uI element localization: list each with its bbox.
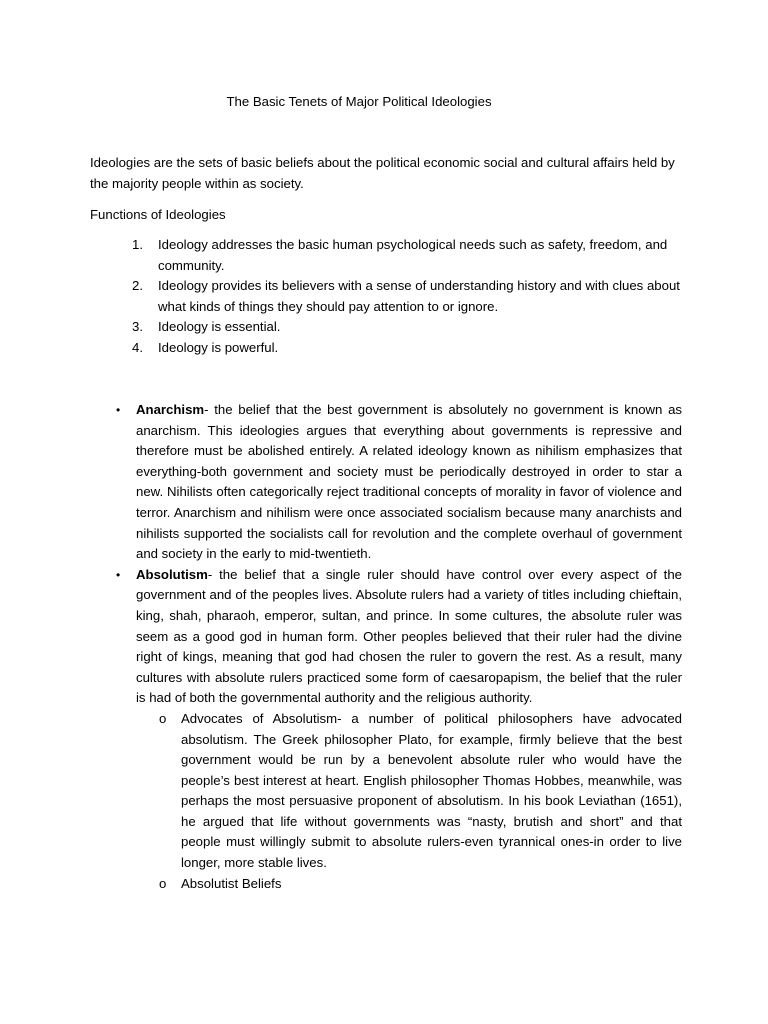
sub-list-item bbox=[136, 709, 682, 874]
list-number: 3. bbox=[132, 319, 143, 335]
ideology-term: Anarchism bbox=[136, 402, 205, 417]
list-item bbox=[110, 317, 682, 338]
list-item-text: Ideology is essential. bbox=[158, 319, 281, 335]
list-item bbox=[110, 235, 682, 276]
sub-bullet-marker: o bbox=[159, 875, 167, 891]
ideology-description: - the belief that the best government is absolutely no government is known as anarchism. This ideologies argues that everything about governments is repressive and therefore must be abolished entirely. A related ideology known as nihilism emphasizes that everything-both government and society must be periodically destroyed in order to star a new. Nihilists often categorically reject traditional concepts of morality in favor of violence and terror. Anarchism and nihilism were once associated socialism because many anarchists and nihilists supported the socialists call for revolution and the complete overhaul of government and society in the early to mid-twentieth. bbox=[136, 402, 682, 562]
list-item-text: Ideology is powerful. bbox=[158, 339, 279, 355]
functions-list bbox=[110, 235, 682, 359]
ideology-term: Absolutism bbox=[136, 566, 208, 582]
list-item-text: Ideology provides its believers with a sense of understanding history and with clues about what kinds of things they should pay attention to or ignore. bbox=[158, 278, 680, 314]
document-title: The Basic Tenets of Major Political Ideologies bbox=[226, 94, 492, 109]
sub-list-item bbox=[136, 874, 682, 895]
sub-item-text: Advocates of Absolutism- a number of political philosophers have advocated absolutism. The Greek philosopher Plato, for example, firmly believe that the best government would be run by a benevolent absolute ruler who would have the people’s best interest at heart. English philosopher Thomas Hobbes, meanwhile, was perhaps the most persuasive proponent of absolutism. In his book Leviathan (1651), he argued that life without governments was “nasty, brutish and short” and that people must willingly submit to absolute rulers-even tyrannical ones-in order to live longer, more stable lives. bbox=[181, 710, 682, 871]
ideology-anarchism bbox=[110, 400, 682, 565]
sub-bullet-marker: o bbox=[159, 710, 167, 726]
ideology-description: - the belief that a single ruler should have control over every aspect of the government and of the peoples lives. Absolute rulers had a variety of titles including chieftain, king, shah, pharaoh, emperor, sultan, and prince. In some cultures, the absolute ruler was seem as a good god in human form. Other peoples believed that their ruler had the divine right of kings, meaning that god had chosen the ruler to govern the rest. As a result, many cultures with absolute rulers practiced some form of caesaropapism, the belief that the ruler is had of both the governmental authority and the religious authority. bbox=[136, 566, 682, 706]
ideology-absolutism bbox=[110, 565, 682, 895]
list-item-text: Ideology addresses the basic human psychological needs such as safety, freedom, and community. bbox=[158, 237, 668, 273]
ideologies-list bbox=[110, 400, 682, 894]
functions-heading: Functions of Ideologies bbox=[90, 207, 226, 222]
intro-paragraph: Ideologies are the sets of basic beliefs about the political economic social and cultural affairs held by the majority people within as society. bbox=[90, 155, 675, 191]
absolutism-sub-list bbox=[136, 709, 682, 894]
sub-item-text: Absolutist Beliefs bbox=[181, 875, 282, 891]
list-item bbox=[110, 338, 682, 359]
bullet-marker: • bbox=[116, 567, 121, 582]
list-item bbox=[110, 276, 682, 317]
list-number: 4. bbox=[132, 339, 143, 355]
list-number: 1. bbox=[132, 237, 143, 252]
list-number: 2. bbox=[132, 278, 143, 294]
bullet-marker: • bbox=[116, 403, 121, 417]
